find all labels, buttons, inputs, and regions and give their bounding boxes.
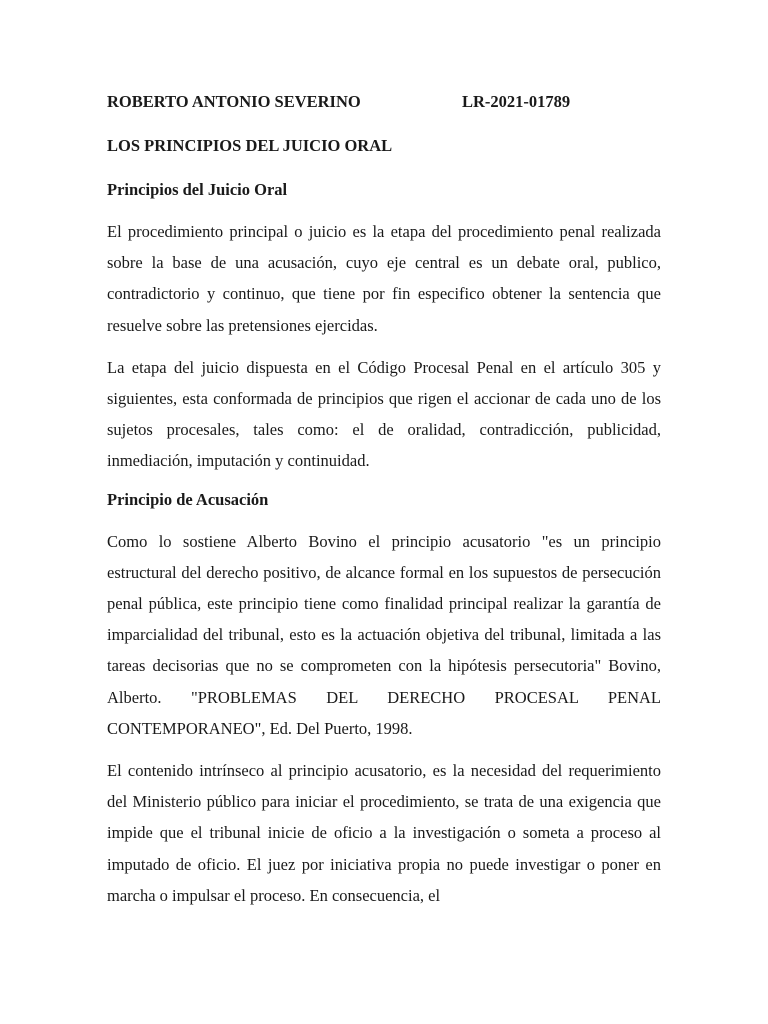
student-code: LR-2021-01789 [462, 92, 571, 111]
document-title: LOS PRINCIPIOS DEL JUICIO ORAL [107, 136, 393, 155]
paragraph: La etapa del juicio dispuesta en el Código Procesal Penal en el artículo 305 y siguientes, esta conformada de principios que rigen el accionar de cada uno de los sujetos procesales, tales como: el de oralidad, contradicción, publicidad, inmediación, imputación y continuidad. [107, 357, 661, 471]
section-heading-juicio-oral: Principios del Juicio Oral [107, 180, 288, 199]
document-page [107, 90, 661, 922]
section-heading-acusacion: Principio de Acusación [107, 489, 269, 509]
author-name: ROBERTO ANTONIO SEVERINO [107, 92, 361, 111]
paragraph: El contenido intrínseco al principio acusatorio, es la necesidad del requerimiento del Ministerio público para iniciar el procedimiento, se trata de una exigencia que impide que el tribunal inicie de oficio a la investigación o someta a proceso al imputado de oficio. El juez por iniciativa propia no puede investigar o poner en marcha o impulsar el proceso. En consecuencia, el [107, 761, 661, 905]
paragraph: Como lo sostiene Alberto Bovino el principio acusatorio "es un principio estructural del derecho positivo, de alcance formal en los supuestos de persecución penal pública, este principio tiene como finalidad principal realizar la garantía de imparcialidad del tribunal, esto es la actuación objetiva del tribunal, limitada a las tareas decisorias que no se comprometen con la hipótesis persecutoria" Bovino, Alberto. "PROBLEMAS DEL DERECHO PROCESAL PENAL CONTEMPORANEO", Ed. Del Puerto, 1998. [107, 531, 661, 738]
document-header [107, 90, 661, 114]
paragraph: El procedimiento principal o juicio es la etapa del procedimiento penal realizada sobre la base de una acusación, cuyo eje central es un debate oral, publico, contradictorio y continuo, que tiene por fin especifico obtener la sentencia que resuelve sobre las pretensiones ejercidas. [107, 222, 661, 335]
